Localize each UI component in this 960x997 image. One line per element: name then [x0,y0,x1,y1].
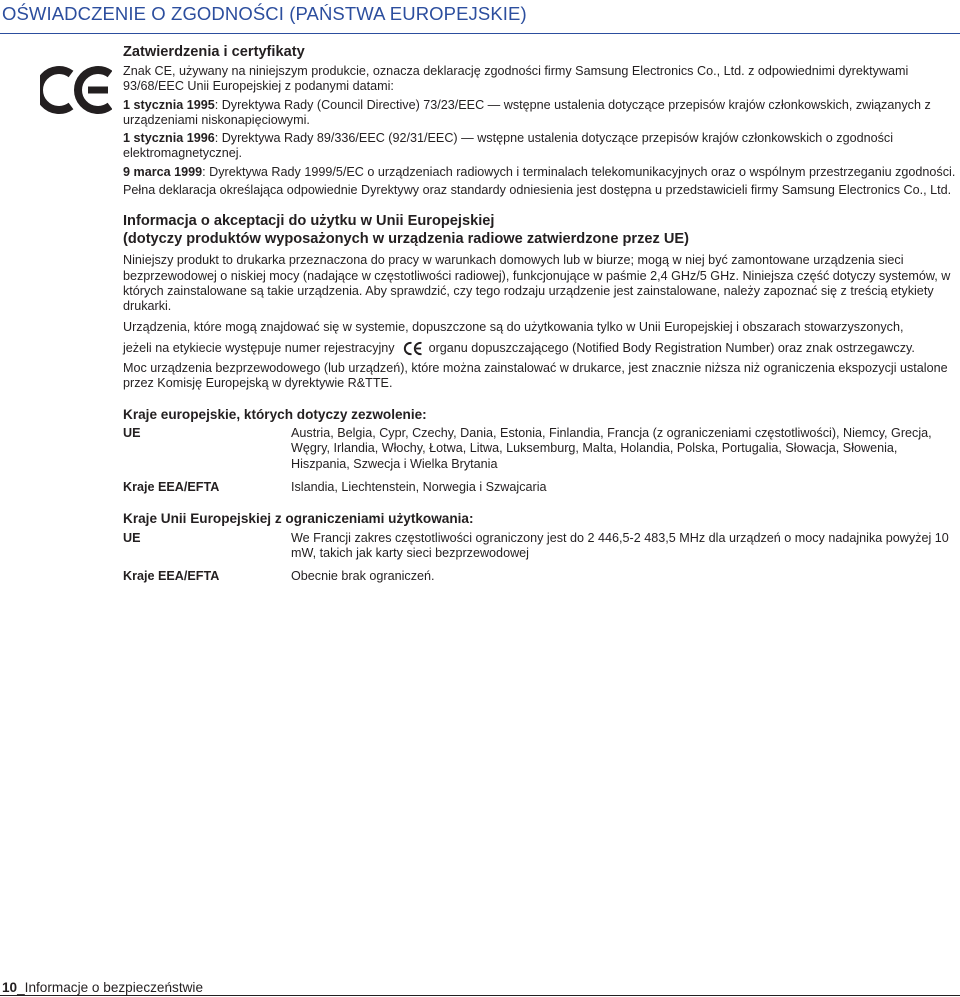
country-row [123,569,957,584]
country-row-value: We Francji zakres częstotliwości ograniczony jest do 2 446,5-2 483,5 MHz dla urządzeń o mocy nadajnika powyżej 10 mW, takich jak karty sieci bezprzewodowej [291,530,949,560]
ce-mark-c [40,70,71,110]
approvals-intro: Znak CE, używany na niniejszym produkcie, oznacza deklarację zgodności firmy Samsung Electronics Co., Ltd. z odpowiednimi dyrektywami 93/68/EEC Unii Europejskiej z podanymi datami: [123,64,909,94]
registration-text-after: organu dopuszczającego (Notified Body Registration Number) oraz znak ostrzegawczy. [428,340,915,355]
eu-acceptance-paragraph: Niniejszy produkt to drukarka przeznaczona do pracy w warunkach domowych lub w biurze; mogą w niej być zamontowane urządzenia sieci bezprzewodowej o niskiej mocy (nadające w częstotliwości radiowej), funkcjonujące w paśmie 2,4 GHz/5 GHz. Niniejsza część dotyczy systemów, w których zainstalowane są takie urządzenia. Aby sprawdzić, czy tego rodzaju urządzenie jest zainstalowane, należy zapoznać się z treścią etykiety drukarki. [123,253,951,314]
directive-date: 1 stycznia 1995 [123,97,215,112]
eu-acceptance-paragraph: Moc urządzenia bezprzewodowego (lub urządzeń), które można zainstalować w drukarce, jest znacznie niższa niż ograniczenia ekspozycji ustalone przez Komisję Europejską w dyrektywie R&TTE. [123,361,948,391]
title-divider [0,33,960,34]
country-row-value: Austria, Belgia, Cypr, Czechy, Dania, Estonia, Finlandia, Francja (z ograniczeniami częstotliwości), Niemcy, Grecja, Węgry, Irlandia, Włochy, Łotwa, Litwa, Luksemburg, Malta, Holandia, Polska, Portugalia, Słowacja, Słowenia, Hiszpania, Szwecja i Wielka Brytania [291,426,932,471]
directive-item [123,165,957,180]
permitted-countries-title: Kraje europejskie, których dotyczy zezwolenie: [123,406,427,422]
declaration-note: Pełna deklaracja określająca odpowiednie Dyrektywy oraz standardy odniesienia jest dostępna u przedstawicieli firmy Samsung Electronics Co., Ltd. [123,183,952,198]
directive-item [123,131,957,162]
country-row-label: Kraje EEA/EFTA [123,569,220,584]
registration-text-before: jeżeli na etykiecie występuje numer rejestracyjny [123,340,395,355]
country-row-label: UE [123,530,141,545]
eu-acceptance-paragraph [123,341,957,356]
page-title: OŚWIADCZENIE O ZGODNOŚCI (PAŃSTWA EUROPEJSKIE) [2,3,527,24]
ce-mark-e-bar [88,87,108,94]
country-row [123,531,957,562]
restricted-countries-title: Kraje Unii Europejskiej z ograniczeniami użytkowania: [123,511,474,527]
directive-date: 9 marca 1999 [123,164,203,179]
country-row-label: Kraje EEA/EFTA [123,479,220,494]
eu-acceptance-heading-line1: Informacja o akceptacji do użytku w Unii Europejskiej [123,213,495,230]
document-body [123,44,957,588]
page-footer [2,980,203,995]
country-row-value: Obecnie brak ograniczeń. [291,569,435,584]
directive-text: : Dyrektywa Rady (Council Directive) 73/23/EEC — wstępne ustalenia dotyczące przepisów krajów członkowskich, związanych z urządzeniami niskonapięciowymi. [123,97,931,127]
directive-item [123,98,957,129]
country-row [123,480,957,495]
eu-acceptance-heading [123,213,957,248]
directive-date: 1 stycznia 1996 [123,131,215,146]
country-row-value: Islandia, Liechtenstein, Norwegia i Szwajcaria [291,479,547,494]
directive-text: : Dyrektywa Rady 89/336/EEC (92/31/EEC) — wstępne ustalenia dotyczące przepisów krajów członkowskich o zgodności elektromagnetycznej. [123,131,893,161]
ce-mark-small-icon [403,341,423,356]
ce-mark-icon [40,64,112,116]
country-row-label: UE [123,426,141,441]
eu-acceptance-paragraph: Urządzenia, które mogą znajdować się w systemie, dopuszczone są do użytkowania tylko w Unii Europejskiej i obszarach stowarzyszonych, [123,319,904,334]
footer-section: _Informacje o bezpieczeństwie [17,980,204,995]
directive-text: : Dyrektywa Rady 1999/5/EC o urządzeniach radiowych i terminalach telekomunikacyjnych oraz o wspólnym przestrzeganiu zgodności. [202,164,956,179]
eu-acceptance-heading-line2: (dotyczy produktów wyposażonych w urządzenia radiowe zatwierdzone przez UE) [123,230,689,247]
footer-divider [0,995,960,996]
approvals-heading: Zatwierdzenia i certyfikaty [123,44,305,60]
page-number: 10 [2,980,18,995]
country-row [123,426,957,472]
